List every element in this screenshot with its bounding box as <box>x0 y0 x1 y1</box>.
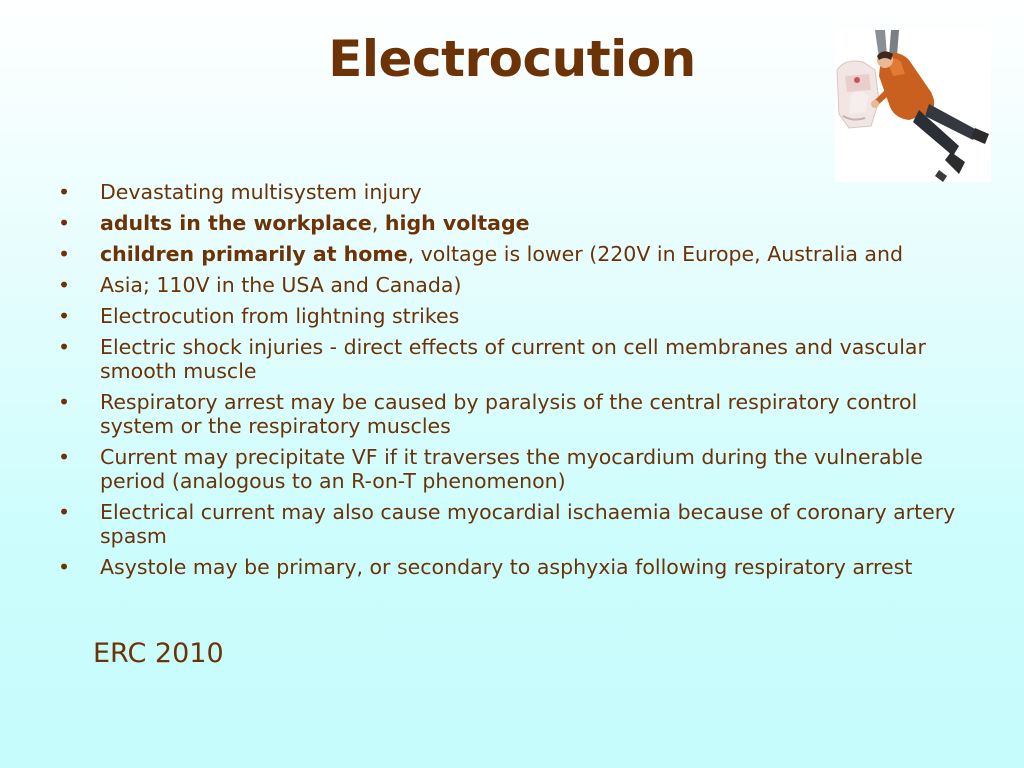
bullet-list <box>58 180 963 586</box>
bullet-dot: • <box>58 445 71 469</box>
bullet-text: Electric shock injuries - direct effects of current on cell membranes and vascular smooth muscle <box>100 335 926 383</box>
bullet-dot: • <box>58 390 71 414</box>
bullet-item <box>58 180 963 204</box>
bullet-dot: • <box>58 242 71 266</box>
bullet-bold-text: adults in the workplace <box>100 211 372 235</box>
bullet-separator: , <box>371 211 385 235</box>
bullet-text: Current may precipitate VF if it traverses the myocardium during the vulnerable period (analogous to an R-on-T phenomenon) <box>100 445 923 493</box>
bullet-text: Respiratory arrest may be caused by paralysis of the central respiratory control system or the respiratory muscles <box>100 390 918 438</box>
bullet-dot: • <box>58 335 71 359</box>
bullet-text: Electrical current may also cause myocardial ischaemia because of coronary artery spasm <box>100 500 956 548</box>
bullet-bold-text: high voltage <box>384 211 530 235</box>
electrocution-illustration-icon <box>835 30 991 182</box>
bullet-text: , voltage is lower (220V in Europe, Australia and <box>407 242 903 266</box>
bullet-text: Asystole may be primary, or secondary to asphyxia following respiratory arrest <box>100 555 913 579</box>
bullet-item <box>58 445 963 493</box>
slide-title: Electrocution <box>328 30 696 88</box>
bullet-dot: • <box>58 211 71 235</box>
bullet-dot: • <box>58 555 71 579</box>
bullet-dot: • <box>58 304 71 328</box>
source-citation: ERC 2010 <box>93 638 224 669</box>
bullet-item <box>58 211 963 235</box>
bullet-dot: • <box>58 500 71 524</box>
bullet-item <box>58 304 963 328</box>
bullet-item <box>58 390 963 438</box>
bullet-item <box>58 273 963 297</box>
bullet-text: Devastating multisystem injury <box>100 180 422 204</box>
bullet-item <box>58 500 963 548</box>
bullet-dot: • <box>58 180 71 204</box>
bullet-item <box>58 242 963 266</box>
bullet-item <box>58 335 963 383</box>
bullet-item <box>58 555 963 579</box>
bullet-text: Asia; 110V in the USA and Canada) <box>100 273 462 297</box>
bullet-bold-text: children primarily at home <box>100 242 408 266</box>
electrocution-photo <box>835 30 991 182</box>
bullet-text: Electrocution from lightning strikes <box>100 304 460 328</box>
bullet-dot: • <box>58 273 71 297</box>
